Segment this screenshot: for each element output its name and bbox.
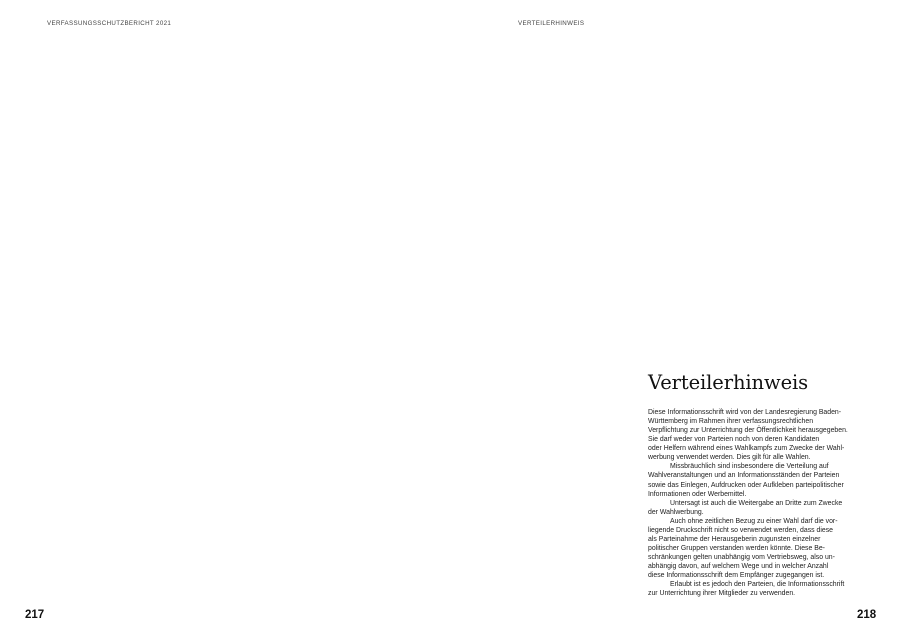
body-line: Württemberg im Rahmen ihrer verfassungsrechtlichen xyxy=(648,418,814,426)
running-head-left: VERFASSUNGSSCHUTZBERICHT 2021 xyxy=(47,20,172,27)
body-line: zur Unterrichtung ihrer Mitglieder zu verwenden. xyxy=(648,590,796,598)
running-head-right: VERTEILERHINWEIS xyxy=(518,20,585,27)
body-line: liegende Druckschrift nicht so verwendet werden, dass diese xyxy=(648,526,833,534)
body-line: Erlaubt ist es jedoch den Parteien, die Informationsschrift xyxy=(670,581,845,589)
body-line: Verpflichtung zur Unterrichtung der Öffentlichkeit herausgegeben. xyxy=(648,427,848,435)
body-line: Wahlveranstaltungen und an Informationsständen der Parteien xyxy=(648,472,840,480)
page-heading: Verteilerhinweis xyxy=(648,371,809,394)
body-line: Diese Informationsschrift wird von der Landesregierung Baden- xyxy=(648,409,842,416)
distribution-notice-text xyxy=(648,408,860,598)
body-line: Untersagt ist auch die Weitergabe an Dritte zum Zwecke xyxy=(670,499,843,507)
body-line: werbung verwendet werden. Dies gilt für alle Wahlen. xyxy=(648,454,811,462)
page-number-left: 217 xyxy=(25,609,45,621)
body-line: oder Helfern während eines Wahlkampfs zum Zwecke der Wahl- xyxy=(648,445,845,453)
body-line: als Parteinahme der Herausgeberin zugunsten einzelner xyxy=(648,535,821,543)
page-number-right: 218 xyxy=(857,609,877,621)
body-line: abhängig davon, auf welchem Wege und in welcher Anzahl xyxy=(648,563,829,571)
body-line: diese Informationsschrift dem Empfänger zugegangen ist. xyxy=(648,572,825,580)
right-page xyxy=(450,0,900,636)
body-line: Informationen oder Werbemittel. xyxy=(648,490,747,498)
body-line: Auch ohne zeitlichen Bezug zu einer Wahl darf die vor- xyxy=(670,517,838,525)
body-line: politischer Gruppen verstanden werden könnte. Diese Be- xyxy=(648,544,825,552)
body-line: der Wahlwerbung. xyxy=(648,508,704,516)
body-line: Sie darf weder von Parteien noch von deren Kandidaten xyxy=(648,436,820,444)
body-line: schränkungen gelten unabhängig vom Vertriebsweg, also un- xyxy=(648,554,835,561)
body-line: sowie das Einlegen, Aufdrucken oder Aufkleben parteipolitischer xyxy=(648,481,844,489)
body-line: Missbräuchlich sind insbesondere die Verteilung auf xyxy=(670,463,829,471)
